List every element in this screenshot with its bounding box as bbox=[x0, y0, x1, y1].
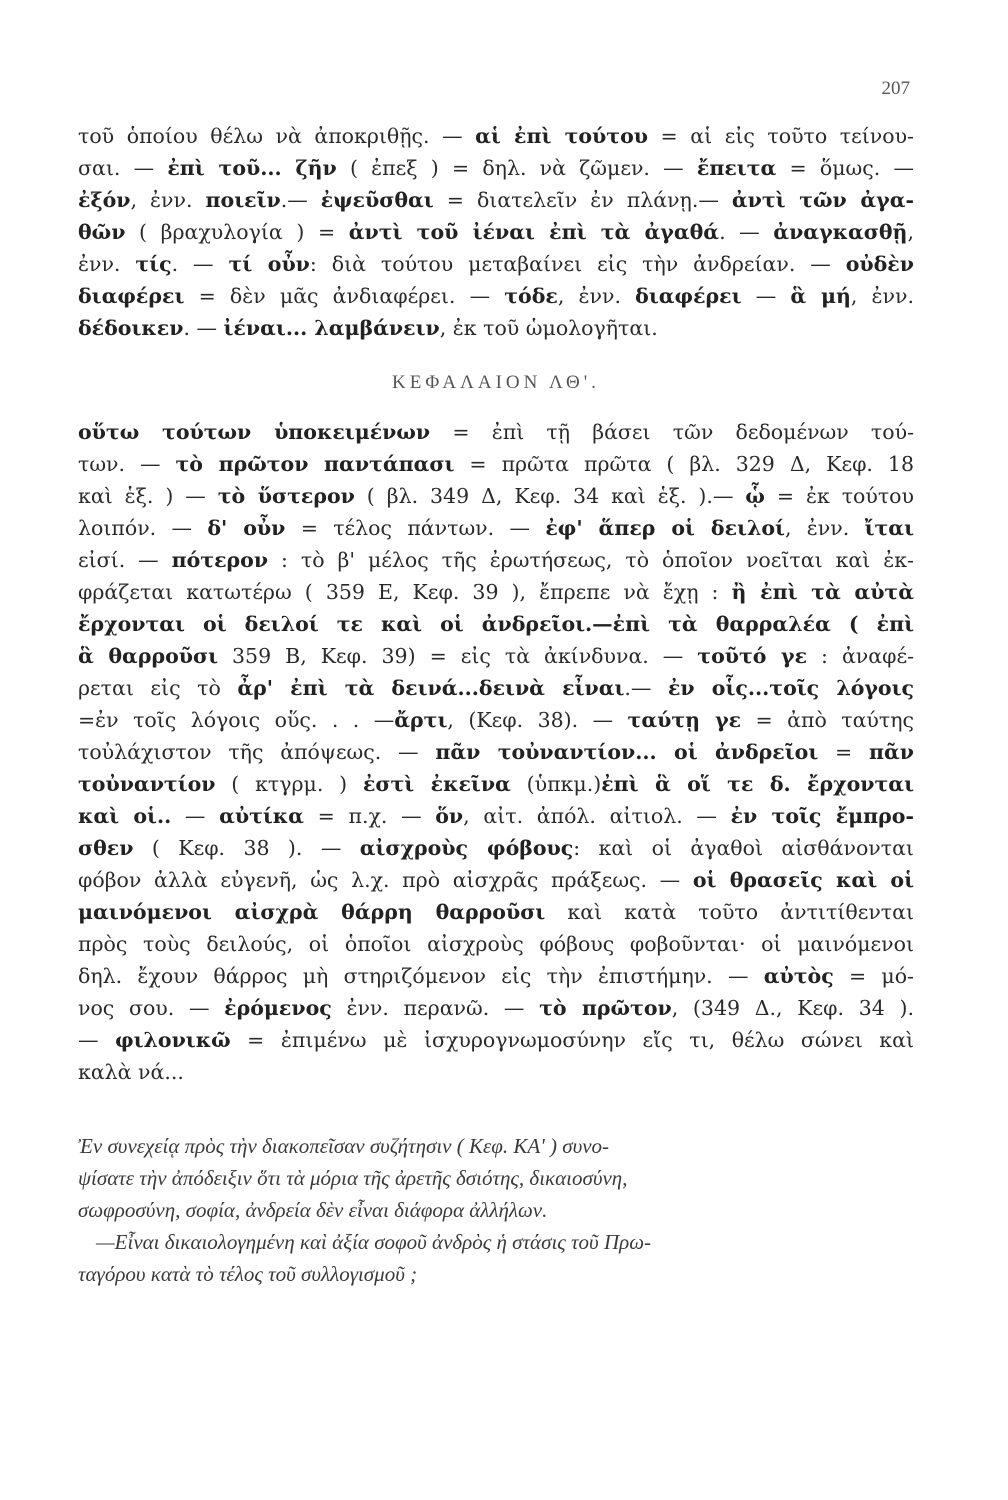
bold-term: ἐπὶ τοῦ... ζῆν bbox=[167, 156, 337, 180]
bold-term: αἱ ἐπὶ τούτου bbox=[475, 124, 648, 148]
gloss-text: = μό- bbox=[833, 964, 914, 988]
text-line bbox=[78, 248, 914, 280]
gloss-text: ἐνν. bbox=[78, 252, 136, 276]
summary-questions bbox=[78, 1130, 914, 1290]
bold-term: ταύτῃ γε bbox=[627, 708, 742, 732]
gloss-text: τοῦ ὁποίου θέλω νὰ ἀποκριθῇς. — bbox=[78, 124, 476, 148]
bold-term: ἃ μή bbox=[790, 284, 851, 308]
gloss-text: = ἐπὶ τῇ βάσει τῶν δεδομένων τού- bbox=[430, 420, 914, 444]
bold-term: μαινόμενοι αἰσχρὰ θάρρη θαρροῦσι bbox=[78, 900, 546, 924]
bold-term: οὕτω τούτων ὑποκειμένων bbox=[78, 420, 431, 444]
bold-term: ἐν τοῖς ἔμπρο- bbox=[730, 804, 914, 828]
text-line bbox=[78, 152, 914, 184]
bold-term: ἀναγκασθῇ bbox=[773, 220, 908, 244]
chapter-heading: ΚΕΦΑΛΑΙΟΝ ΛΘ'. bbox=[392, 372, 600, 393]
gloss-text: (ὑπκμ.) bbox=[510, 772, 602, 796]
text-line bbox=[78, 184, 914, 216]
bold-term: τί οὖν bbox=[228, 252, 310, 276]
bold-term: διαφέρει bbox=[78, 284, 185, 308]
bold-term: ἐφ' ἅπερ οἱ δειλοί bbox=[545, 516, 785, 540]
gloss-text: = αἱ εἰς τοῦτο τείνου- bbox=[647, 124, 914, 148]
bold-term: πότερον bbox=[171, 548, 269, 572]
gloss-text: : διὰ τούτου μεταβαίνει εἰς τὴν ἀνδρείαν. — bbox=[309, 252, 846, 276]
bold-term: θῶν bbox=[78, 220, 126, 244]
gloss-text: =ἐν τοῖς λόγοις οὕς. . . — bbox=[78, 708, 395, 732]
text-line bbox=[78, 960, 914, 992]
gloss-text: τοὐλάχιστον τῆς ἀπόψεως. — bbox=[78, 740, 436, 764]
summary-line: ταγόρου κατὰ τὸ τέλος τοῦ συλλογισμοῦ ; bbox=[78, 1262, 418, 1286]
text-line bbox=[78, 704, 914, 736]
gloss-text: = π.χ. — bbox=[303, 804, 436, 828]
bold-term: δέδοικεν bbox=[78, 316, 184, 340]
gloss-text: : ἀναφέ- bbox=[807, 644, 914, 668]
gloss-text: καὶ κατὰ τοῦτο ἀντιτίθενται bbox=[545, 900, 914, 924]
gloss-text: φράζεται κατωτέρω ( 359 Ε, Κεφ. 39 ), ἔπρεπε νὰ ἔχῃ : bbox=[78, 580, 732, 604]
gloss-text: . — bbox=[719, 220, 774, 244]
text-line bbox=[78, 736, 914, 768]
gloss-text: καλὰ νά... bbox=[78, 1060, 184, 1084]
summary-line: σωφροσύνη, σοφία, ἀνδρεία δὲν εἶναι διάφορα ἀλλήλων. bbox=[78, 1198, 548, 1222]
page-content bbox=[78, 120, 914, 1290]
gloss-text: φόβον ἀλλὰ εὐγενῆ, ὡς λ.χ. πρὸ αἰσχρᾶς πράξεως. — bbox=[78, 868, 693, 892]
bold-term: ᾧ bbox=[745, 484, 765, 508]
summary-line: Ἐν συνεχείᾳ πρὸς τὴν διακοπεῖσαν συζήτησιν ( Κεφ. ΚΑ' ) συνο- bbox=[78, 1134, 610, 1158]
text-line bbox=[78, 1024, 914, 1056]
gloss-text: : καὶ οἱ ἀγαθοὶ αἰσθάνονται bbox=[573, 836, 914, 860]
bold-term: ποιεῖν bbox=[205, 188, 281, 212]
summary-line: ψίσατε τὴν ἀπόδειξιν ὅτι τὰ μόρια τῆς ἀρετῆς δσιότης, δικαιοσύνη, bbox=[78, 1166, 628, 1190]
text-line bbox=[78, 480, 914, 512]
page-number: 207 bbox=[881, 78, 910, 99]
gloss-text: , bbox=[907, 220, 914, 244]
bold-term: αὐτὸς bbox=[763, 964, 834, 988]
bold-term: πᾶν bbox=[868, 740, 914, 764]
gloss-text: — bbox=[741, 284, 791, 308]
gloss-text: , ἐκ τοῦ ὡμολογῆται. bbox=[439, 316, 658, 340]
text-line bbox=[78, 672, 914, 704]
gloss-text: 359 Β, Κεφ. 39) = εἰς τὰ ἀκίνδυνα. — bbox=[218, 644, 698, 668]
bold-term: τοὐναντίον bbox=[78, 772, 216, 796]
text-line bbox=[78, 864, 914, 896]
bold-term: ἢ ἐπὶ τὰ αὐτὰ bbox=[731, 580, 914, 604]
gloss-text: ( βλ. 349 Δ, Κεφ. 34 καὶ ἑξ. ).— bbox=[354, 484, 746, 508]
text-line bbox=[78, 312, 914, 344]
gloss-text: = δὲν μᾶς ἀνδιαφέρει. — bbox=[184, 284, 505, 308]
gloss-text: , αἰτ. ἀπόλ. αἰτιολ. — bbox=[463, 804, 731, 828]
bold-term: τὸ πρῶτον παντάπασι bbox=[175, 452, 455, 476]
bold-term: αἰσχροὺς φόβους bbox=[359, 836, 574, 860]
gloss-text: ρεται εἰς τὸ bbox=[78, 676, 238, 700]
gloss-text: εἰσί. — bbox=[78, 548, 172, 572]
text-line bbox=[78, 416, 914, 448]
bold-term: ἄρτι bbox=[394, 708, 448, 732]
bold-term: ἐστὶ ἐκεῖνα bbox=[362, 772, 511, 796]
gloss-text: = τέλος πάντων. — bbox=[285, 516, 546, 540]
gloss-text: λοιπόν. — bbox=[78, 516, 208, 540]
summary-line: —Εἶναι δικαιολογημένη καὶ ἀξία σοφοῦ ἀνδρὸς ἡ στάσις τοῦ Πρω- bbox=[96, 1230, 652, 1254]
bold-term: ἐψεῦσθαι bbox=[320, 188, 434, 212]
gloss-text: , ἐνν. bbox=[130, 188, 206, 212]
gloss-text: , (Κεφ. 38). — bbox=[447, 708, 628, 732]
text-line bbox=[78, 800, 914, 832]
bold-term: ἔπειτα bbox=[696, 156, 777, 180]
gloss-text: ( κτγρμ. ) bbox=[215, 772, 363, 796]
text-line bbox=[78, 608, 914, 640]
gloss-text: σαι. — bbox=[78, 156, 168, 180]
gloss-text: καὶ ἑξ. ) — bbox=[78, 484, 218, 508]
commentary-paragraph-1 bbox=[78, 120, 914, 344]
gloss-text: ( βραχυλογία ) = bbox=[125, 220, 349, 244]
bold-term: ἆρ' ἐπὶ τὰ δεινά...δεινὰ εἶναι bbox=[237, 676, 625, 700]
bold-term: διαφέρει bbox=[635, 284, 742, 308]
text-line bbox=[78, 640, 914, 672]
bold-term: τοῦτό γε bbox=[697, 644, 808, 668]
gloss-text: νος σου. — bbox=[78, 996, 225, 1020]
bold-term: ἐν οἷς...τοῖς λόγοις bbox=[667, 676, 914, 700]
bold-term: σθεν bbox=[78, 836, 134, 860]
gloss-text: , ἐνν. bbox=[850, 284, 914, 308]
bold-term: ἴται bbox=[864, 516, 914, 540]
text-line bbox=[78, 992, 914, 1024]
gloss-text: . — bbox=[171, 252, 229, 276]
bold-term: ἐπὶ ἃ οἵ τε δ. ἔρχονται bbox=[601, 772, 914, 796]
text-line bbox=[78, 512, 914, 544]
bold-term: ἐξόν bbox=[78, 188, 131, 212]
bold-term: ὅν bbox=[435, 804, 464, 828]
bold-term: δ' οὖν bbox=[207, 516, 286, 540]
gloss-text: .— bbox=[280, 188, 321, 212]
gloss-text: = ἐπιμένω μὲ ἰσχυρογνωμοσύνην εἴς τι, θέλω σώνει καὶ bbox=[230, 1028, 914, 1052]
bold-term: ἐρόμενος bbox=[224, 996, 332, 1020]
gloss-text: = πρῶτα πρῶτα ( βλ. 329 Δ, Κεφ. 18 bbox=[454, 452, 915, 476]
gloss-text: πρὸς τοὺς δειλούς, οἱ ὁποῖοι αἰσχροὺς φόβους φοβοῦνται· οἱ μαινόμενοι bbox=[78, 932, 914, 956]
gloss-text: .— bbox=[624, 676, 668, 700]
gloss-text: — bbox=[78, 1028, 116, 1052]
commentary-paragraph-2 bbox=[78, 416, 914, 1088]
gloss-text: , ἐνν. bbox=[557, 284, 636, 308]
gloss-text: , (349 Δ., Κεφ. 34 ). bbox=[671, 996, 915, 1020]
text-line bbox=[78, 768, 914, 800]
bold-term: ἃ θαρροῦσι bbox=[78, 644, 219, 668]
text-line bbox=[78, 576, 914, 608]
gloss-text: : τὸ β' μέλος τῆς ἐρωτήσεως, τὸ ὁποῖον νοεῖται καὶ ἐκ- bbox=[268, 548, 914, 572]
gloss-text: = ὅμως. — bbox=[776, 156, 914, 180]
bold-term: αὐτίκα bbox=[219, 804, 304, 828]
text-line bbox=[78, 544, 914, 576]
text-line bbox=[78, 896, 914, 928]
text-line bbox=[78, 216, 914, 248]
text-line bbox=[78, 280, 914, 312]
bold-term: καὶ οἱ.. bbox=[78, 804, 172, 828]
bold-term: οἱ θρασεῖς καὶ οἱ bbox=[692, 868, 914, 892]
gloss-text: = διατελεῖν ἐν πλάνῃ.— bbox=[433, 188, 732, 212]
text-line bbox=[78, 928, 914, 960]
bold-term: ἀντὶ τοῦ ἰέναι ἐπὶ τὰ ἀγαθά bbox=[348, 220, 720, 244]
bold-term: τίς bbox=[135, 252, 172, 276]
bold-term: τὸ ὕστερον bbox=[217, 484, 355, 508]
gloss-text: δηλ. ἔχουν θάρρος μὴ στηριζόμενον εἰς τὴν ἐπιστήμην. — bbox=[78, 964, 764, 988]
gloss-text: ( ἐπεξ ) = δηλ. νὰ ζῶμεν. — bbox=[336, 156, 697, 180]
gloss-text: ( Κεφ. 38 ). — bbox=[133, 836, 360, 860]
bold-term: τὸ πρῶτον bbox=[539, 996, 672, 1020]
gloss-text: , ἐνν. bbox=[784, 516, 865, 540]
bold-term: πᾶν τοὐναντίον... οἱ ἀνδρεῖοι bbox=[435, 740, 819, 764]
gloss-text: = bbox=[818, 740, 869, 764]
text-line bbox=[78, 120, 914, 152]
bold-term: ἔρχονται οἱ δειλοί τε καὶ οἱ ἀνδρεῖοι.—ἐπὶ τὰ θαρραλέα ( ἐπὶ bbox=[78, 612, 914, 636]
gloss-text: . — bbox=[183, 316, 224, 340]
bold-term: οὐδὲν bbox=[845, 252, 914, 276]
bold-term: φιλονικῶ bbox=[115, 1028, 231, 1052]
text-line bbox=[78, 1056, 914, 1088]
gloss-text: των. — bbox=[78, 452, 176, 476]
text-line bbox=[78, 448, 914, 480]
text-line bbox=[78, 832, 914, 864]
gloss-text: ἐνν. περανῶ. — bbox=[331, 996, 540, 1020]
bold-term: ἀντὶ τῶν ἀγα- bbox=[731, 188, 914, 212]
gloss-text: — bbox=[171, 804, 220, 828]
gloss-text: = ἐκ τούτου bbox=[764, 484, 914, 508]
bold-term: ἰέναι... λαμβάνειν bbox=[223, 316, 440, 340]
bold-term: τόδε bbox=[504, 284, 558, 308]
gloss-text: = ἀπὸ ταύτης bbox=[741, 708, 914, 732]
